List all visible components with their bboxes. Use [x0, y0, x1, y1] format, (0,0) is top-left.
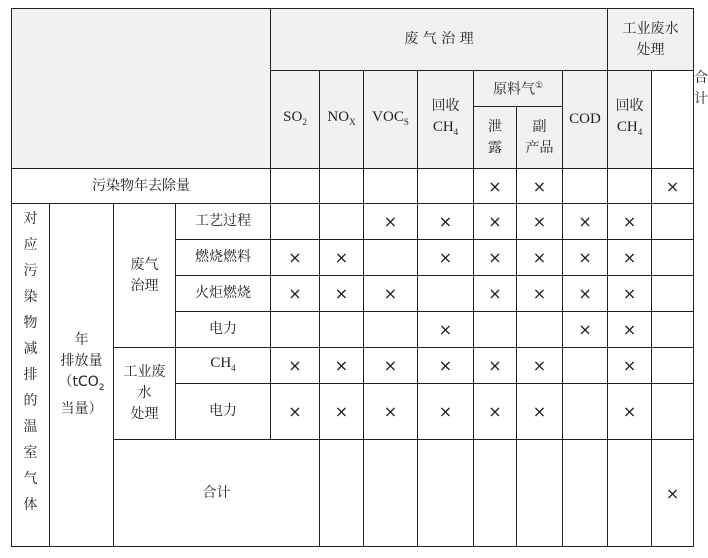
header-leak-line1: 泄 [488, 118, 502, 135]
cell-mark [320, 440, 364, 547]
cell-mark: × [608, 240, 652, 276]
row-label-pollutant-removal [12, 169, 271, 204]
waste-gas-treatment-line2: 治理 [130, 277, 159, 294]
cell-mark: × [517, 204, 563, 240]
cell-mark: × [608, 204, 652, 240]
header-cod-label: COD [569, 111, 601, 127]
cell-mark [652, 240, 694, 276]
cell-mark [320, 204, 364, 240]
cell-mark [364, 440, 418, 547]
cell-mark [517, 440, 563, 547]
header-leak-line2: 露 [488, 139, 502, 156]
row-label-process [176, 204, 271, 240]
emissions-matrix-table: 废 气 治 理 工业废水 处理 合 计 $SO_2$ $NO_X$ $VOC_S$ 回收 $CH_4$ 原料气① COD 回收 $CH_4$ 泄 露 副 产品 污染物年去除量 × × × 对 应 污 染 物 减 排 的 温 室 气 体 年 排放量 （tCO$_2$ 当量） 废气 治理 工艺过程 × × × × × × 燃烧燃料 × × × × × × × 火炬燃烧 × × × × × × × 电力 × × × 工业废 水 处理 $CH_4$ × × × × × × × 电力 × × × × × × × 合计 × [11, 8, 694, 547]
cell-mark: × [474, 384, 517, 440]
cell-mark: × [608, 312, 652, 348]
cell-mark: × [517, 169, 563, 204]
side-label-char: 物 [23, 315, 38, 331]
cell-mark [608, 169, 652, 204]
cell-mark: × [418, 204, 474, 240]
side-label-char: 体 [23, 497, 38, 513]
header-nox-sub: X [349, 116, 356, 127]
side-label-char: 室 [23, 445, 38, 461]
cell-mark: × [474, 169, 517, 204]
cell-mark: × [364, 348, 418, 384]
annual-emission-label [50, 204, 114, 547]
cell-mark [271, 204, 320, 240]
header-recover-ch4-gas-sub: 4 [453, 127, 459, 137]
row-label-subtotal [114, 440, 320, 547]
header-recover-ch4-water [608, 71, 652, 169]
wastewater-treatment-line3: 处理 [130, 406, 159, 422]
cell-mark: × [271, 276, 320, 312]
cell-mark [608, 440, 652, 547]
cell-mark: × [364, 204, 418, 240]
side-label-char: 温 [23, 419, 38, 435]
annual-emission-line1: 年 [74, 332, 89, 349]
cell-mark: × [271, 348, 320, 384]
cell-mark [563, 169, 608, 204]
cell-mark: × [563, 276, 608, 312]
cell-mark [652, 276, 694, 312]
cell-mark [517, 312, 563, 348]
cell-mark: × [652, 169, 694, 204]
cell-mark: × [608, 348, 652, 384]
header-cod [563, 71, 608, 169]
cell-mark: × [474, 204, 517, 240]
header-vocs-sub: S [403, 116, 409, 127]
header-raw-gas-footnote-marker: ① [534, 81, 544, 92]
row-label-power-water-text: 电力 [209, 403, 237, 419]
cell-mark: × [563, 312, 608, 348]
cell-mark [320, 312, 364, 348]
cell-mark [652, 204, 694, 240]
annual-emission-line2: 排放量 [60, 353, 103, 370]
header-leak [474, 107, 517, 169]
cell-mark: × [517, 348, 563, 384]
annual-emission-line3: （tCO [58, 374, 99, 391]
row-pollutant-removal [12, 169, 694, 204]
side-label-char: 气 [23, 471, 38, 487]
header-so2-base: SO [283, 108, 303, 125]
cell-mark: × [364, 384, 418, 440]
header-nox-base: NO [327, 108, 350, 125]
cell-mark: × [474, 348, 517, 384]
cell-mark [418, 169, 474, 204]
cell-mark [364, 312, 418, 348]
header-nox [320, 71, 364, 169]
row-subtotal [12, 440, 694, 547]
cell-mark [563, 348, 608, 384]
cell-mark: × [271, 384, 320, 440]
annual-emission-line4: 当量） [60, 400, 103, 417]
header-so2-sub: 2 [302, 116, 307, 127]
row-process [12, 204, 694, 240]
cell-mark: × [364, 276, 418, 312]
header-recover-ch4-water-line1: 回收 [615, 98, 644, 114]
row-label-flare-text: 火炬燃烧 [195, 285, 251, 301]
cell-mark: × [474, 276, 517, 312]
header-raw-gas-label: 原料气 [492, 81, 535, 98]
row-label-subtotal-text: 合计 [202, 484, 231, 501]
emissions-matrix-container [11, 8, 708, 547]
cell-mark: × [320, 276, 364, 312]
row-ch4 [12, 348, 694, 384]
row-label-ch4-base: CH [210, 354, 232, 371]
side-label-char: 染 [23, 289, 38, 305]
cell-mark [563, 384, 608, 440]
cell-mark [271, 312, 320, 348]
cell-mark: × [320, 384, 364, 440]
row-label-pollutant-removal-text: 污染物年去除量 [92, 177, 190, 194]
row-label-fuel-burning [176, 240, 271, 276]
header-recover-ch4-gas-line1: 回收 [431, 98, 460, 114]
wastewater-treatment-label [114, 348, 176, 440]
cell-mark [652, 312, 694, 348]
header-so2 [271, 71, 320, 169]
side-label-char: 对 [23, 211, 38, 227]
cell-mark [652, 348, 694, 384]
side-label-char: 污 [23, 263, 38, 279]
header-vocs [364, 71, 418, 169]
side-label-char: 应 [23, 237, 38, 253]
cell-mark [364, 240, 418, 276]
cell-mark: × [517, 240, 563, 276]
header-recover-ch4-water-base: CH [616, 119, 638, 135]
header-corner [12, 9, 271, 169]
cell-mark: × [608, 384, 652, 440]
header-wastewater-treatment [608, 9, 694, 71]
wastewater-treatment-line2: 水 [137, 385, 152, 401]
header-waste-gas-label: 废 气 治 理 [404, 31, 474, 47]
row-label-ch4 [176, 348, 271, 384]
header-vocs-base: VOC [372, 108, 404, 125]
header-byproduct [517, 107, 563, 169]
cell-mark: × [517, 276, 563, 312]
cell-mark [474, 440, 517, 547]
cell-mark: × [563, 204, 608, 240]
cell-mark: × [563, 240, 608, 276]
row-label-flare [176, 276, 271, 312]
cell-mark [271, 169, 320, 204]
row-label-power-gas-text: 电力 [209, 321, 237, 337]
cell-mark: × [418, 312, 474, 348]
cell-mark [563, 440, 608, 547]
cell-mark: × [418, 348, 474, 384]
side-label-char: 减 [23, 341, 38, 357]
row-label-power-gas [176, 312, 271, 348]
waste-gas-treatment-line1: 废气 [130, 256, 159, 273]
row-label-fuel-burning-text: 燃烧燃料 [195, 249, 251, 265]
side-label-char: 的 [23, 393, 38, 409]
header-waste-gas-treatment [271, 9, 608, 71]
cell-mark [652, 384, 694, 440]
side-label-char: 排 [23, 367, 38, 383]
cell-mark: × [517, 384, 563, 440]
annual-emission-line3-sub: 2 [98, 382, 105, 393]
wastewater-treatment-line1: 工业废 [123, 364, 166, 380]
row-label-ch4-sub: 4 [231, 362, 236, 373]
header-recover-ch4-gas [418, 71, 474, 169]
cell-mark [474, 312, 517, 348]
cell-mark: × [320, 240, 364, 276]
cell-mark: × [418, 240, 474, 276]
row-label-power-water [176, 384, 271, 440]
header-raw-gas [474, 71, 563, 107]
cell-mark: × [418, 384, 474, 440]
header-wastewater-line2: 处理 [636, 41, 665, 58]
header-wastewater-line1: 工业废水 [622, 20, 679, 37]
cell-mark [364, 169, 418, 204]
cell-mark: × [271, 240, 320, 276]
header-byproduct-line1: 副 [532, 118, 547, 135]
cell-mark: × [320, 348, 364, 384]
header-recover-ch4-water-sub: 4 [637, 127, 643, 137]
cell-mark [418, 440, 474, 547]
header-byproduct-line2: 产品 [525, 139, 554, 156]
cell-mark [418, 276, 474, 312]
row-label-process-text: 工艺过程 [195, 213, 251, 229]
cell-mark: × [474, 240, 517, 276]
cell-mark: × [608, 276, 652, 312]
cell-mark [320, 169, 364, 204]
cell-mark: × [652, 440, 694, 547]
waste-gas-treatment-label [114, 204, 176, 348]
header-recover-ch4-gas-base: CH [432, 119, 454, 135]
side-label-vertical [12, 204, 50, 547]
